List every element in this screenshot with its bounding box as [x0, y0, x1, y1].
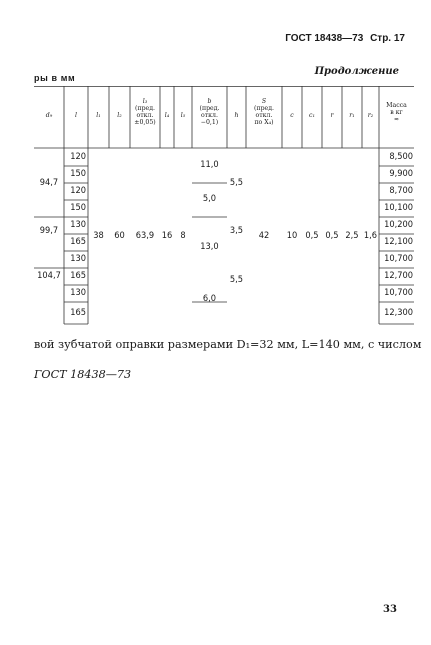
mass-value: 12,100 [384, 236, 413, 247]
col-header-s: S (пред. откл. по X₄) [254, 98, 274, 126]
col-header-l: l [75, 112, 77, 119]
l-value: 120 [70, 185, 86, 196]
h-value: 5,5 [229, 274, 244, 285]
col-header-h: h [234, 112, 239, 119]
page-label: Стр. 17 [370, 33, 405, 44]
col-header-c: c [290, 112, 294, 119]
r-value: 0,5 [325, 230, 339, 241]
mass-value: 12,300 [384, 307, 413, 318]
l-value: 130 [70, 287, 86, 298]
r1-value: 2,5 [345, 230, 359, 241]
l-value: 165 [70, 270, 86, 281]
l-value: 130 [70, 219, 86, 230]
continuation-label: Продолжение [314, 66, 399, 77]
col-header-l2: l₂ [117, 112, 122, 119]
col-header-l4: l₄ [164, 112, 170, 119]
col-header-l5: l₅ [180, 112, 186, 119]
l-value: 165 [70, 236, 86, 247]
c-value: 10 [286, 230, 298, 241]
col-header-l3: l₃ (пред. откл. ±0,05) [134, 98, 156, 126]
b-value: 6,0 [202, 293, 217, 304]
c1-value: 0,5 [305, 230, 319, 241]
col-header-r2: r₂ [367, 112, 374, 119]
l-value: 150 [70, 202, 86, 213]
col-header-r1: r₁ [349, 112, 355, 119]
l-value: 120 [70, 151, 86, 162]
l4-value: 16 [161, 230, 173, 241]
r2-value: 1,6 [363, 230, 378, 241]
l-value: 150 [70, 168, 86, 179]
l5-value: 8 [180, 230, 186, 241]
body-sentence: вой зубчатой оправки размерами D₁=32 мм, L=140 мм, с числом [34, 338, 422, 351]
col-header-b: b (пред. откл. −0,1) [199, 98, 220, 126]
mass-value: 10,100 [384, 202, 413, 213]
d9-value: 94,7 [39, 177, 59, 188]
l-value: 165 [70, 307, 86, 318]
mass-value: 10,700 [384, 287, 413, 298]
page-header [285, 33, 405, 44]
h-value: 5,5 [229, 177, 244, 188]
l2-value: 60 [114, 230, 125, 241]
mass-value: 8,700 [389, 185, 413, 196]
l3-value: 63,9 [135, 230, 155, 241]
page-number: 33 [383, 604, 397, 615]
b-value: 5,0 [202, 193, 217, 204]
d9-value: 104,7 [37, 270, 61, 281]
mass-value: 10,700 [384, 253, 413, 264]
l-value: 130 [70, 253, 86, 264]
l1-value: 38 [93, 230, 104, 241]
b-value: 13,0 [200, 241, 219, 252]
col-header-l1: l₁ [96, 112, 101, 119]
standard-reference: ГОСТ 18438—73 [34, 368, 132, 381]
s-value: 42 [258, 230, 270, 241]
mass-value: 10,200 [384, 219, 413, 230]
col-header-mass: Масса в кг ≈ [386, 102, 407, 123]
mass-value: 12,700 [384, 270, 413, 281]
standard-code: ГОСТ 18438—73 [285, 33, 364, 44]
d9-value: 99,7 [39, 225, 59, 236]
col-header-c1: c₁ [309, 112, 315, 119]
col-header-d9: d₉ [45, 112, 53, 119]
h-value: 3,5 [229, 225, 244, 236]
b-value: 11,0 [200, 159, 219, 170]
units-label: ры в мм [34, 73, 76, 83]
mass-value: 8,500 [389, 151, 413, 162]
col-header-r: r [330, 112, 334, 119]
dimensions-table [34, 86, 414, 326]
mass-value: 9,900 [389, 168, 413, 179]
